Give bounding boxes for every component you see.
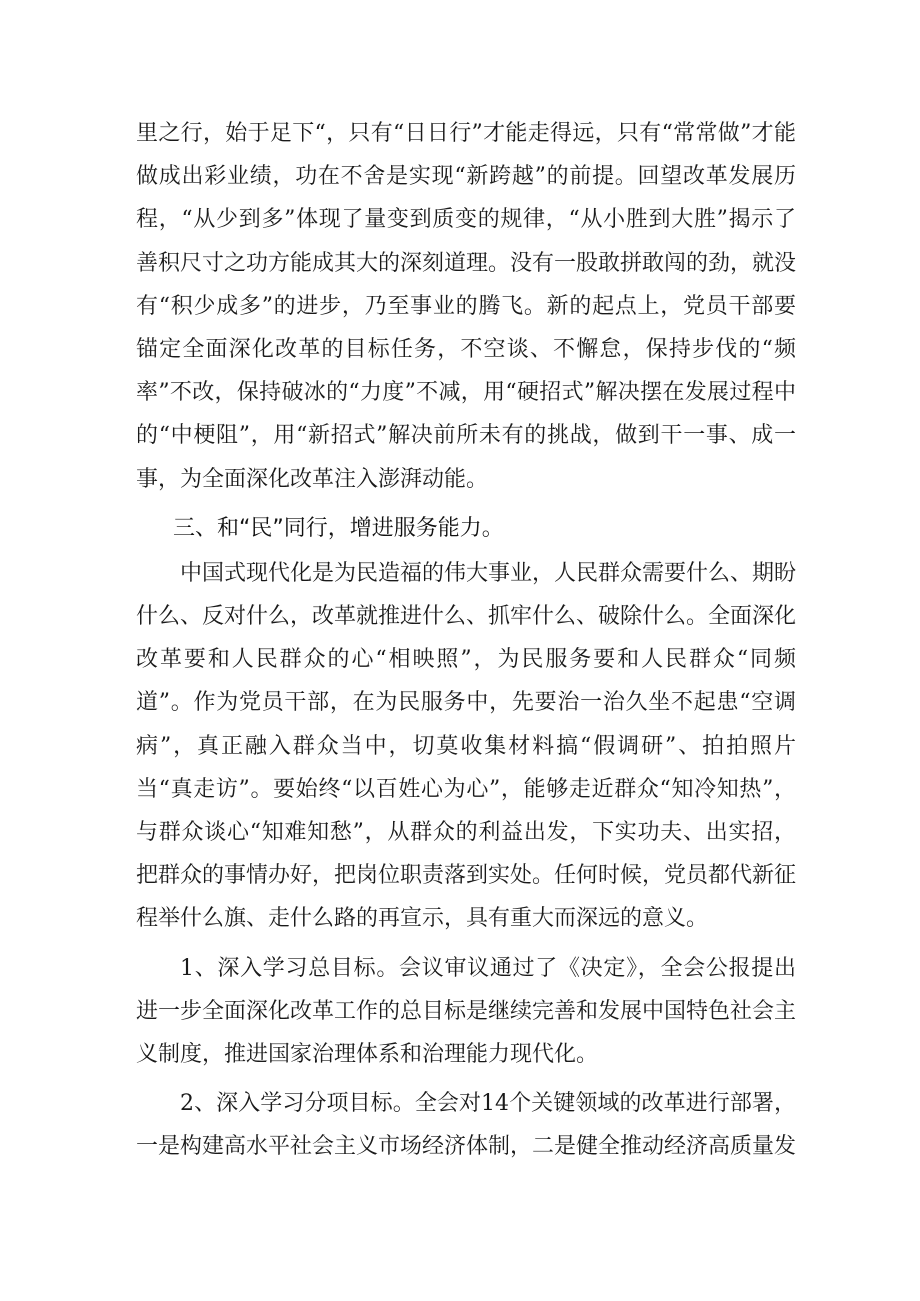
section-heading: 三、和“民”同行，增进服务能力。: [173, 515, 504, 541]
continuation-paragraph: 里之行，始于足下“，只有“日日行”才能走得远，只有“常常做”才能做成出彩业绩，功在不舍是实现“新跨越”的前提。回望改革发展历程，“从少到多”体现了量变到质变的规律，“从小胜到大胜”揭示了善积尺寸之功方能成其大的深刻道理。没有一股敢拼敢闯的劲，就没有“积少成多”的进步，乃至事业的腾飞。新的起点上，党员干部要锚定全面深化改革的目标任务，不空谈、不懈怠，保持步伐的“频率”不改，保持破冰的“力度”不减，用“硬招式”解决摆在发展过程中的“中梗阻”，用“新招式”解决前所未有的挑战，做到干一事、成一事，为全面深化改革注入澎湃动能。: [136, 121, 797, 492]
document-body: [136, 112, 796, 1169]
section-paragraph: 中国式现代化是为民造福的伟大事业，人民群众需要什么、期盼什么、反对什么，改革就推进什么、抓牢什么、破除什么。全面深化改革要和人民群众的心“相映照”，为民服务要和人民群众“同频道”。作为党员干部，在为民服务中，先要治一治久坐不起患“空调病”，真正融入群众当中，切莫收集材料搞“假调研”、拍拍照片当“真走访”。要始终“以百姓心为心”，能够走近群众“知冷知热”，与群众谈心“知难知愁”，从群众的利益出发，下实功夫、出实招，把群众的事情办好，把岗位职责落到实处。任何时候，党员都代新征程举什么旗、走什么路的再宣示，具有重大而深远的意义。: [136, 560, 797, 932]
list-item-2: 2、深入学习分项目标。全会对14个关键领域的改革进行部署，一是构建高水平社会主义市场经济体制，二是健全推动经济高质量发: [136, 1091, 797, 1160]
list-item-1: 1、深入学习总目标。会议审议通过了《决定》，全会公报提出进一步全面深化改革工作的总目标是继续完善和发展中国特色社会主义制度，推进国家治理体系和治理能力现代化。: [136, 955, 797, 1068]
